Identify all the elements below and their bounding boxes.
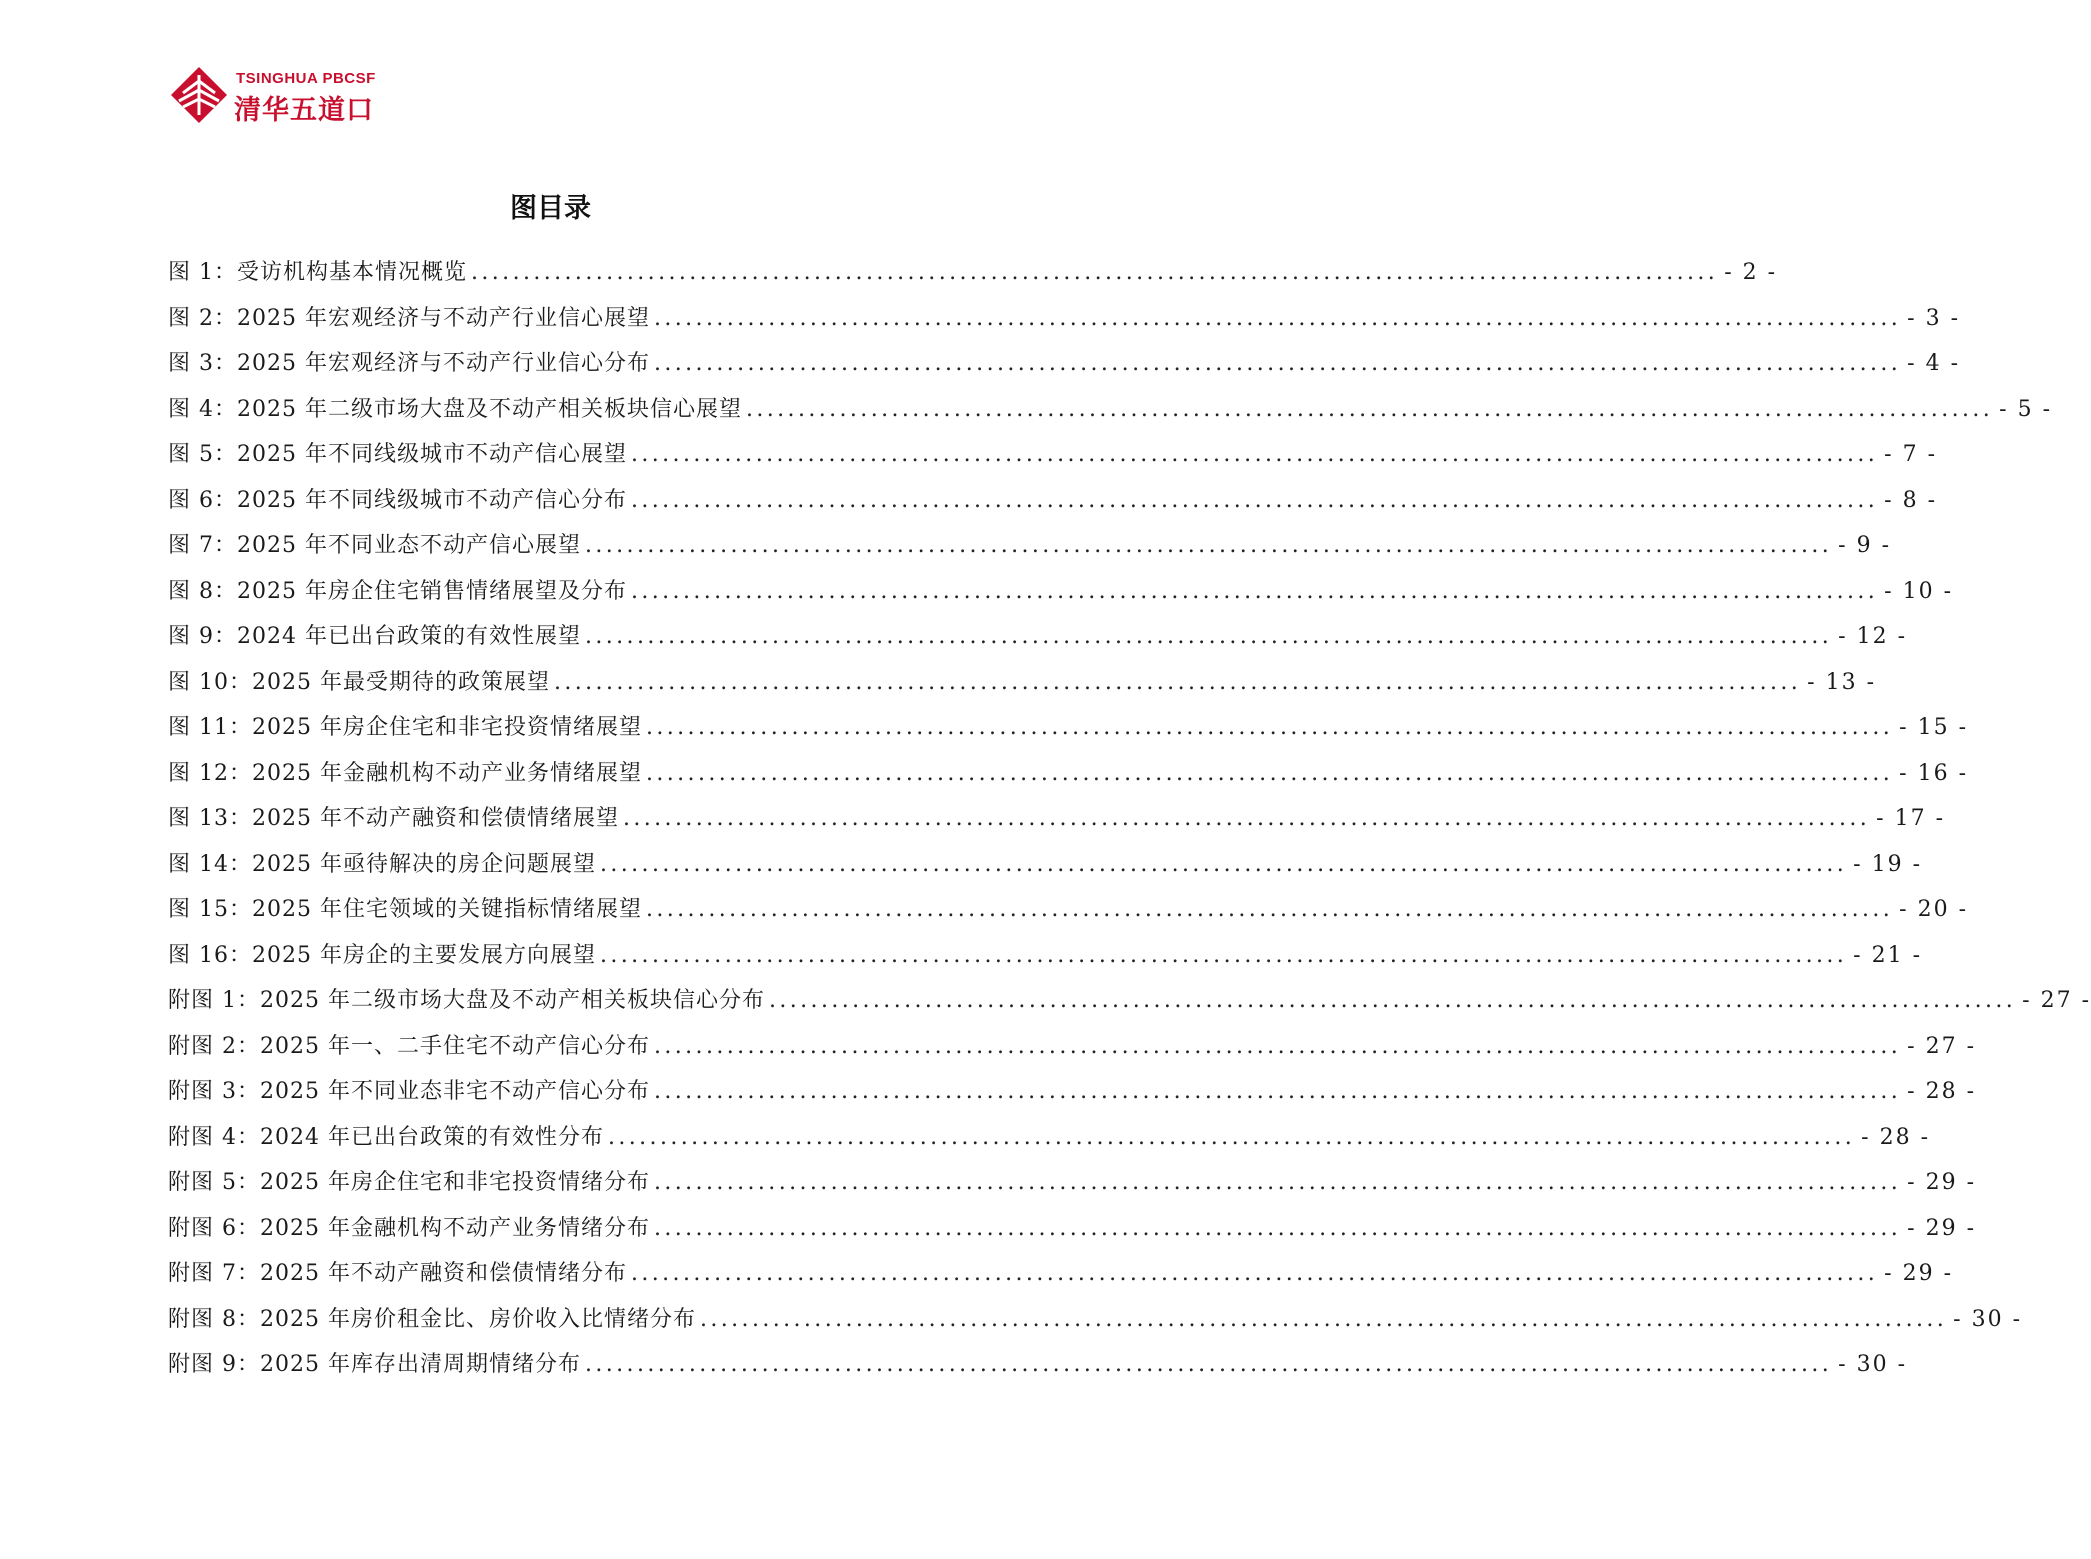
toc-entry-label: 图 13：2025 年不动产融资和偿债情绪展望 xyxy=(168,806,619,831)
toc-entry-label: 附图 2：2025 年一、二手住宅不动产信心分布 xyxy=(168,1033,650,1059)
toc-entry-label: 图 15：2025 年住宅领域的关键指标情绪展望 xyxy=(168,897,642,922)
toc-entry-label: 图 6：2025 年不同线级城市不动产信心分布 xyxy=(168,487,627,513)
toc-leader-dots: ........................................................................................................................ xyxy=(653,1215,1902,1241)
toc-entry-label: 图 8：2025 年房企住宅销售情绪展望及分布 xyxy=(168,578,627,604)
toc-leader-dots: ........................................................................................................................ xyxy=(699,1306,1948,1332)
toc-entry[interactable] xyxy=(168,796,1946,842)
toc-leader-dots: ........................................................................................................................ xyxy=(630,442,1879,467)
toc-entry-page: - 29 - xyxy=(1907,1215,1977,1241)
toc-entry-page: - 4 - xyxy=(1907,351,1961,376)
toc-entry-label: 附图 9：2025 年库存出清周期情绪分布 xyxy=(168,1352,581,1377)
toc-entry-page: - 10 - xyxy=(1884,578,1954,604)
toc-leader-dots: ........................................................................................................................ xyxy=(653,305,1902,331)
toc-entry[interactable] xyxy=(168,887,1969,933)
toc-entry[interactable] xyxy=(168,432,1938,478)
toc-entry-page: - 16 - xyxy=(1899,760,1969,786)
toc-leader-dots: ........................................................................................................................ xyxy=(622,806,1871,831)
toc-entry[interactable] xyxy=(168,1251,1954,1297)
toc-leader-dots: ........................................................................................................................ xyxy=(599,942,1848,968)
toc-entry-page: - 12 - xyxy=(1838,624,1908,649)
toc-entry-label: 附图 3：2025 年不同业态非宅不动产信心分布 xyxy=(168,1079,650,1104)
toc-entry-label: 图 9：2024 年已出台政策的有效性展望 xyxy=(168,624,581,649)
toc-entry-page: - 9 - xyxy=(1838,533,1892,558)
logo-english-name: TSINGHUA PBCSF xyxy=(236,70,376,87)
toc-entry-label: 附图 8：2025 年房价租金比、房价收入比情绪分布 xyxy=(168,1306,696,1332)
toc-leader-dots: ........................................................................................................................ xyxy=(653,351,1902,376)
toc-entry-label: 图 14：2025 年亟待解决的房企问题展望 xyxy=(168,851,596,877)
toc-entry-page: - 28 - xyxy=(1861,1124,1931,1150)
toc-entry[interactable] xyxy=(168,1069,1977,1115)
toc-entry-label: 图 11：2025 年房企住宅和非宅投资情绪展望 xyxy=(168,715,642,740)
toc-entry-page: - 21 - xyxy=(1853,942,1923,968)
toc-entry[interactable] xyxy=(168,1206,1977,1252)
toc-entry-page: - 30 - xyxy=(1838,1352,1908,1377)
toc-entry-label: 附图 5：2025 年房企住宅和非宅投资情绪分布 xyxy=(168,1170,650,1195)
toc-entry[interactable] xyxy=(168,296,1961,342)
toc-entry-label: 图 2：2025 年宏观经济与不动产行业信心展望 xyxy=(168,305,650,331)
table-of-figures xyxy=(168,250,2091,1388)
toc-leader-dots: ........................................................................................................................ xyxy=(768,988,2017,1013)
toc-entry-page: - 13 - xyxy=(1807,669,1877,695)
toc-leader-dots: ........................................................................................................................ xyxy=(630,578,1879,604)
toc-entry-page: - 3 - xyxy=(1907,305,1961,331)
toc-entry[interactable] xyxy=(168,523,1892,569)
toc-entry-label: 图 10：2025 年最受期待的政策展望 xyxy=(168,669,550,695)
toc-entry[interactable] xyxy=(168,478,1938,524)
toc-entry-page: - 19 - xyxy=(1853,851,1923,877)
toc-entry[interactable] xyxy=(168,842,1923,888)
toc-entry[interactable] xyxy=(168,660,1877,706)
tsinghua-pbcsf-logo-icon xyxy=(170,66,228,124)
toc-entry[interactable] xyxy=(168,1297,2023,1343)
toc-entry-page: - 17 - xyxy=(1876,806,1946,831)
toc-entry-label: 图 12：2025 年金融机构不动产业务情绪展望 xyxy=(168,760,642,786)
toc-entry[interactable] xyxy=(168,614,1908,660)
toc-entry-label: 附图 4：2024 年已出台政策的有效性分布 xyxy=(168,1124,604,1150)
toc-entry-page: - 7 - xyxy=(1884,442,1938,467)
toc-entry[interactable] xyxy=(168,341,1961,387)
toc-entry-label: 图 3：2025 年宏观经济与不动产行业信心分布 xyxy=(168,351,650,376)
toc-entry[interactable] xyxy=(168,387,2053,433)
toc-entry[interactable] xyxy=(168,1160,1977,1206)
toc-entry[interactable] xyxy=(168,751,1969,797)
toc-entry-label: 图 7：2025 年不同业态不动产信心展望 xyxy=(168,533,581,558)
toc-entry-page: - 28 - xyxy=(1907,1079,1977,1104)
toc-leader-dots: ........................................................................................................................ xyxy=(471,260,1719,285)
toc-entry-page: - 29 - xyxy=(1907,1170,1977,1195)
toc-leader-dots: ........................................................................................................................ xyxy=(630,487,1879,513)
toc-entry[interactable] xyxy=(168,705,1969,751)
toc-entry[interactable] xyxy=(168,978,2091,1024)
logo-chinese-name: 清华五道口 xyxy=(234,95,374,126)
toc-leader-dots: ........................................................................................................................ xyxy=(645,897,1894,922)
toc-entry[interactable] xyxy=(168,933,1923,979)
toc-entry[interactable] xyxy=(168,1024,1977,1070)
toc-entry-label: 图 4：2025 年二级市场大盘及不动产相关板块信心展望 xyxy=(168,396,742,422)
toc-entry-page: - 27 - xyxy=(1907,1033,1977,1059)
toc-entry-page: - 8 - xyxy=(1884,487,1938,513)
toc-entry-page: - 5 - xyxy=(1999,396,2053,422)
toc-entry-page: - 15 - xyxy=(1899,715,1969,740)
toc-entry-label: 附图 1：2025 年二级市场大盘及不动产相关板块信心分布 xyxy=(168,988,765,1013)
toc-leader-dots: ........................................................................................................................ xyxy=(553,669,1802,695)
toc-leader-dots: ........................................................................................................................ xyxy=(584,533,1833,558)
toc-leader-dots: ........................................................................................................................ xyxy=(745,396,1994,422)
toc-entry-page: - 2 - xyxy=(1724,260,1778,285)
toc-entry-label: 图 16：2025 年房企的主要发展方向展望 xyxy=(168,942,596,968)
toc-entry-label: 图 5：2025 年不同线级城市不动产信心展望 xyxy=(168,442,627,467)
logo xyxy=(170,66,400,126)
toc-leader-dots: ........................................................................................................................ xyxy=(630,1261,1879,1286)
page-title: 图目录 xyxy=(510,193,591,224)
toc-entry-page: - 30 - xyxy=(1953,1306,2023,1332)
toc-entry[interactable] xyxy=(168,1115,1931,1161)
toc-entry-label: 附图 7：2025 年不动产融资和偿债情绪分布 xyxy=(168,1261,627,1286)
toc-leader-dots: ........................................................................................................................ xyxy=(653,1033,1902,1059)
toc-entry-page: - 27 - xyxy=(2022,988,2091,1013)
toc-leader-dots: ........................................................................................................................ xyxy=(653,1170,1902,1195)
toc-leader-dots: ........................................................................................................................ xyxy=(653,1079,1902,1104)
toc-leader-dots: ........................................................................................................................ xyxy=(645,760,1894,786)
toc-leader-dots: ........................................................................................................................ xyxy=(584,624,1833,649)
toc-entry-page: - 29 - xyxy=(1884,1261,1954,1286)
toc-entry[interactable] xyxy=(168,569,1954,615)
toc-entry[interactable] xyxy=(168,1342,1908,1388)
toc-leader-dots: ........................................................................................................................ xyxy=(584,1352,1833,1377)
toc-entry[interactable] xyxy=(168,250,1778,296)
toc-entry-page: - 20 - xyxy=(1899,897,1969,922)
toc-leader-dots: ........................................................................................................................ xyxy=(645,715,1894,740)
toc-leader-dots: ........................................................................................................................ xyxy=(607,1124,1856,1150)
toc-entry-label: 附图 6：2025 年金融机构不动产业务情绪分布 xyxy=(168,1215,650,1241)
toc-leader-dots: ........................................................................................................................ xyxy=(599,851,1848,877)
toc-entry-label: 图 1：受访机构基本情况概览 xyxy=(168,260,467,285)
